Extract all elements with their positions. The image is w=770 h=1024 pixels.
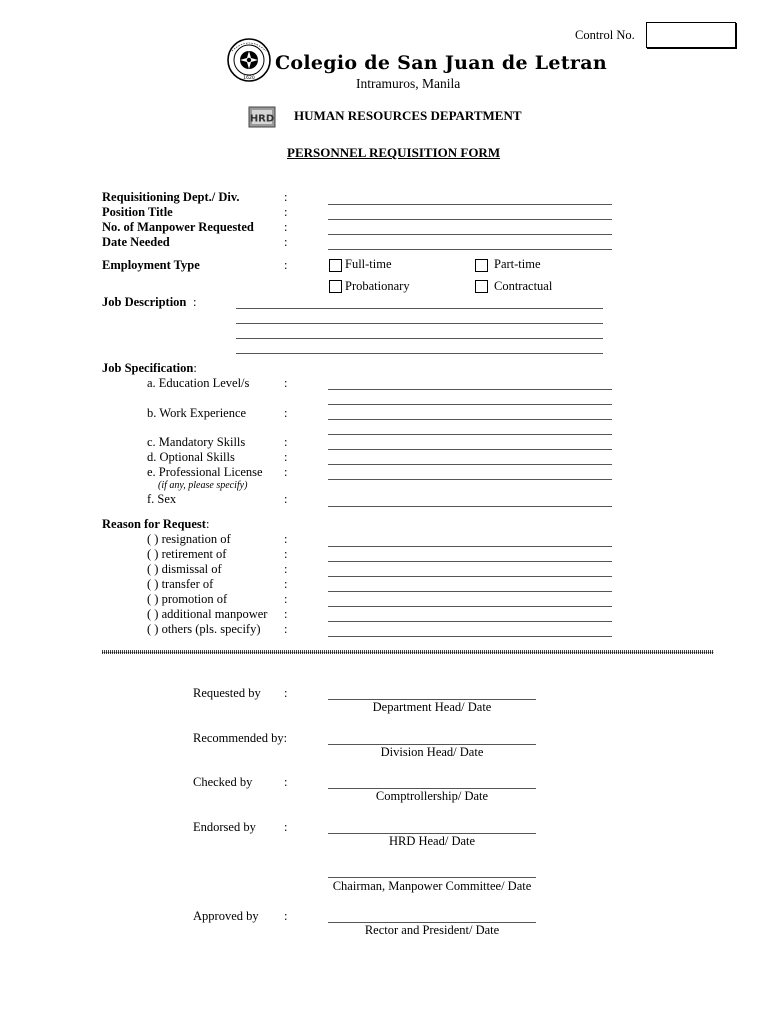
job-spec-heading: Job Specification <box>102 361 194 375</box>
job-description-label: Job Description <box>102 295 187 309</box>
colon: : <box>284 909 288 923</box>
control-no-label: Control No. <box>575 28 635 42</box>
colon: : <box>284 376 288 390</box>
colon: : <box>284 205 288 219</box>
division-head-caption: Division Head/ Date <box>380 745 484 759</box>
colon: : <box>284 775 288 789</box>
colon: : <box>284 592 288 606</box>
contractual-checkbox[interactable] <box>475 280 488 293</box>
requested-by-label: Requested by <box>193 686 261 700</box>
mandatory-skills-field[interactable] <box>328 449 612 450</box>
job-spec-colon: : <box>193 361 197 375</box>
chairman-caption: Chairman, Manpower Committee/ Date <box>332 879 532 893</box>
colon: : <box>284 258 288 272</box>
department-title: HUMAN RESOURCES DEPARTMENT <box>294 108 522 123</box>
sex-label: f. Sex <box>147 492 177 506</box>
reason-field[interactable] <box>328 636 612 637</box>
mandatory-skills-label: c. Mandatory Skills <box>147 435 246 449</box>
license-note: (if any, please specify) <box>158 480 248 491</box>
date-needed-label: Date Needed <box>102 235 170 249</box>
reason-item[interactable]: ( ) promotion of <box>147 592 228 606</box>
colon: : <box>284 820 288 834</box>
separator-line <box>102 652 714 653</box>
colon: : <box>284 562 288 576</box>
sex-field[interactable] <box>328 506 612 507</box>
probationary-label: Probationary <box>345 279 410 293</box>
part-time-checkbox[interactable] <box>475 259 488 272</box>
colon: : <box>284 406 288 420</box>
reason-item[interactable]: ( ) transfer of <box>147 577 214 591</box>
colon: : <box>284 686 288 700</box>
college-seal-icon <box>226 37 272 83</box>
optional-skills-label: d. Optional Skills <box>147 450 235 464</box>
colon: : <box>284 622 288 636</box>
reason-field[interactable] <box>328 621 612 622</box>
dept-head-caption: Department Head/ Date <box>372 700 492 714</box>
employment-type-label: Employment Type <box>102 258 200 272</box>
reason-colon: : <box>205 517 210 531</box>
req-dept-field[interactable] <box>328 204 612 205</box>
experience-field[interactable] <box>328 419 612 420</box>
control-no-field[interactable] <box>646 22 736 48</box>
job-description-line[interactable] <box>236 353 603 354</box>
education-field[interactable] <box>328 389 612 390</box>
contractual-label: Contractual <box>494 279 553 293</box>
rector-caption: Rector and President/ Date <box>364 923 500 937</box>
experience-label: b. Work Experience <box>147 406 247 420</box>
job-description-line[interactable] <box>236 338 603 339</box>
full-time-checkbox[interactable] <box>329 259 342 272</box>
form-title: PERSONNEL REQUISITION FORM <box>287 145 501 160</box>
reason-field[interactable] <box>328 591 612 592</box>
part-time-label: Part-time <box>494 257 541 271</box>
optional-skills-field[interactable] <box>328 464 612 465</box>
colon: : <box>284 532 288 546</box>
req-dept-label: Requisitioning Dept./ Div. <box>102 190 240 204</box>
reason-field[interactable] <box>328 576 612 577</box>
reason-item[interactable]: ( ) resignation of <box>147 532 231 546</box>
reason-item[interactable]: ( ) others (pls. specify) <box>147 622 261 636</box>
reason-item[interactable]: ( ) additional manpower <box>147 607 268 621</box>
colon: : <box>284 492 288 506</box>
college-name: Colegio de San Juan de Letran <box>275 52 607 74</box>
education-label: a. Education Level/s <box>147 376 250 390</box>
colon: : <box>284 220 288 234</box>
colon: : <box>284 235 288 249</box>
colon: : <box>284 465 288 479</box>
education-field[interactable] <box>328 404 612 405</box>
job-description-line[interactable] <box>236 323 603 324</box>
position-title-label: Position Title <box>102 205 173 219</box>
hrd-head-caption: HRD Head/ Date <box>388 834 476 848</box>
job-description-line[interactable] <box>236 308 603 309</box>
colon: : <box>284 450 288 464</box>
license-field[interactable] <box>328 479 612 480</box>
experience-field[interactable] <box>328 434 612 435</box>
colon: : <box>284 577 288 591</box>
colon: : <box>284 190 288 204</box>
colon: : <box>284 607 288 621</box>
license-label: e. Professional License <box>147 465 263 479</box>
reason-item[interactable]: ( ) retirement of <box>147 547 227 561</box>
hrd-logo-icon <box>248 105 276 129</box>
probationary-checkbox[interactable] <box>329 280 342 293</box>
reason-field[interactable] <box>328 606 612 607</box>
colon: : <box>284 547 288 561</box>
reason-field[interactable] <box>328 546 612 547</box>
date-needed-field[interactable] <box>328 249 612 250</box>
reason-heading: Reason for Request <box>102 517 206 531</box>
manpower-requested-field[interactable] <box>328 234 612 235</box>
college-location: Intramuros, Manila <box>356 76 461 91</box>
colon: : <box>193 295 197 309</box>
endorsed-by-label: Endorsed by <box>193 820 256 834</box>
manpower-requested-label: No. of Manpower Requested <box>102 220 254 234</box>
seal-year: 1620 <box>243 76 255 81</box>
comptrollership-caption: Comptrollership/ Date <box>375 789 489 803</box>
reason-item[interactable]: ( ) dismissal of <box>147 562 222 576</box>
position-title-field[interactable] <box>328 219 612 220</box>
reason-field[interactable] <box>328 561 612 562</box>
chairman-signature-line[interactable] <box>328 877 536 878</box>
hrd-logo-text: HRD <box>249 113 275 125</box>
colon: : <box>284 435 288 449</box>
checked-by-label: Checked by <box>193 775 253 789</box>
recommended-by-label: Recommended by: <box>193 731 288 745</box>
approved-by-label: Approved by <box>193 909 259 923</box>
full-time-label: Full-time <box>345 257 392 271</box>
